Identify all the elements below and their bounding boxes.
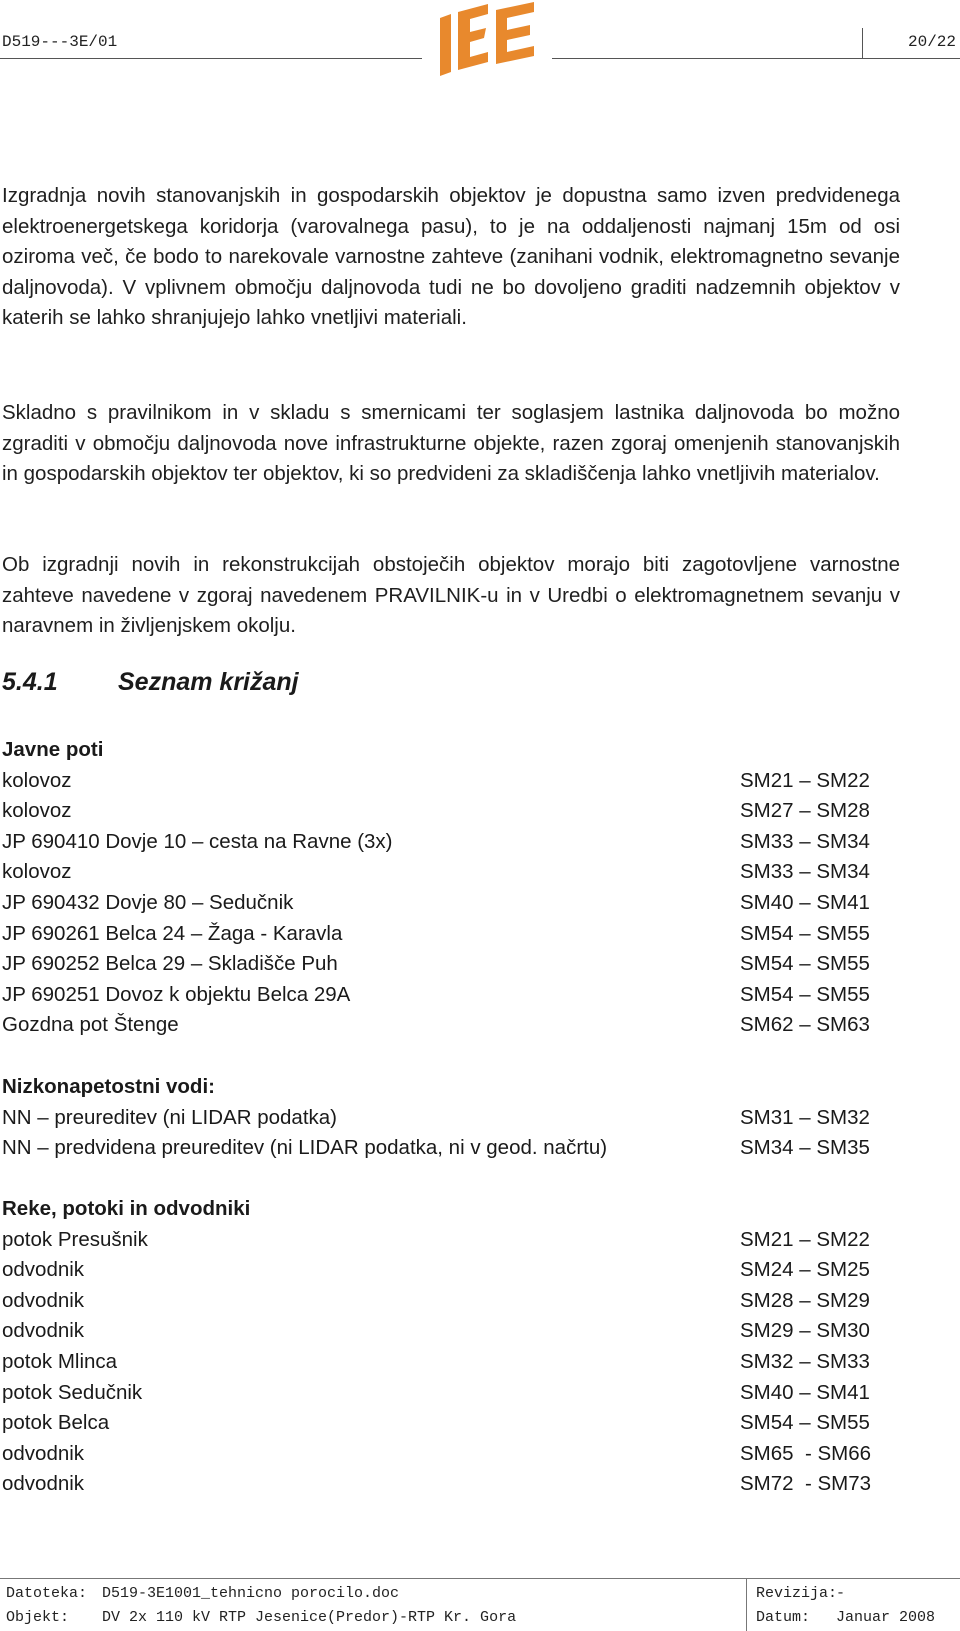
section-number: 5.4.1 — [2, 668, 58, 696]
list-item — [2, 919, 882, 950]
crossing-name: odvodnik — [2, 1319, 85, 1343]
crossing-range: SM40 – SM41 — [740, 1380, 870, 1404]
crossing-name: potok Mlinca — [2, 1349, 118, 1373]
crossing-range: SM28 – SM29 — [740, 1288, 870, 1312]
group-title: Javne poti — [2, 738, 104, 761]
footer-file-label: Datoteka: — [6, 1585, 88, 1602]
crossing-name: NN – preureditev (ni LIDAR podatka) — [2, 1105, 337, 1129]
crossing-range: SM54 – SM55 — [740, 982, 870, 1006]
crossing-name: JP 690252 Belca 29 – Skladišče Puh — [2, 952, 338, 976]
list-item — [2, 1439, 882, 1470]
group-low-voltage-lines — [2, 1072, 882, 1164]
section-heading — [2, 668, 299, 697]
crossing-name: odvodnik — [2, 1441, 85, 1465]
list-item — [2, 857, 882, 888]
crossing-range: SM33 – SM34 — [740, 829, 870, 853]
list-item — [2, 1378, 882, 1409]
crossing-range: SM65 - SM66 — [740, 1441, 872, 1465]
crossing-range: SM32 – SM33 — [740, 1349, 870, 1373]
crossing-name: kolovoz — [2, 799, 72, 823]
footer-date-label: Datum: — [756, 1609, 811, 1626]
crossing-name: odvodnik — [2, 1258, 85, 1282]
list-item — [2, 1010, 882, 1041]
list-item — [2, 1103, 882, 1134]
list-item — [2, 949, 882, 980]
list-item — [2, 888, 882, 919]
page-number: 20/22 — [907, 33, 956, 51]
header-divider — [862, 28, 863, 58]
group-rivers-streams — [2, 1194, 882, 1500]
crossing-range: SM62 – SM63 — [740, 1013, 870, 1037]
paragraph-building-restrictions: Izgradnja novih stanovanjskih in gospodarskih objektov je dopustna samo izven predvidenega elektroenergetskega koridorja (varovalnega pasu), to je na oddaljenosti najmanj 15m od osi oziroma več, če bodo to narekovale varnostne zahteve (zanihani vodnik, elektromagnetno sevanje daljnovoda). V vplivnem območju daljnovoda tudi ne bo dovoljeno graditi nadzemnih objektov v katerih se lahko shranjujejo lahko vnetljivi materiali. — [2, 184, 900, 330]
company-logo-icon — [434, 2, 538, 76]
crossing-name: JP 690432 Dovje 80 – Sedučnik — [2, 890, 294, 914]
list-item — [2, 1286, 882, 1317]
footer-rule — [0, 1578, 960, 1579]
footer-file-value: D519-3E1001_tehnicno porocilo.doc — [102, 1585, 400, 1602]
crossing-name: JP 690251 Dovoz k objektu Belca 29A — [2, 982, 351, 1006]
footer-date-value: Januar 2008 — [836, 1609, 936, 1626]
list-item — [2, 1347, 882, 1378]
crossing-range: SM34 – SM35 — [740, 1136, 870, 1160]
group-title: Reke, potoki in odvodniki — [2, 1197, 251, 1220]
crossing-name: potok Presušnik — [2, 1227, 148, 1251]
footer-revision-label: Revizija: — [756, 1585, 838, 1602]
section-title: Seznam križanj — [118, 668, 299, 696]
crossing-name: NN – predvidena preureditev (ni LIDAR podatka, ni v geod. načrtu) — [2, 1136, 608, 1160]
crossing-range: SM54 – SM55 — [740, 1411, 870, 1435]
crossing-name: kolovoz — [2, 768, 72, 792]
crossing-range: SM21 – SM22 — [740, 768, 870, 792]
crossing-name: odvodnik — [2, 1288, 85, 1312]
list-item — [2, 980, 882, 1011]
list-item — [2, 1408, 882, 1439]
list-item — [2, 766, 882, 797]
crossing-range: SM27 – SM28 — [740, 799, 870, 823]
crossing-range: SM29 – SM30 — [740, 1319, 870, 1343]
crossing-name: potok Belca — [2, 1411, 110, 1435]
list-item — [2, 796, 882, 827]
crossing-range: SM31 – SM32 — [740, 1105, 870, 1129]
list-item — [2, 827, 882, 858]
list-item — [2, 1225, 882, 1256]
crossing-range: SM33 – SM34 — [740, 860, 870, 884]
footer-object-label: Objekt: — [6, 1609, 70, 1626]
crossing-name: odvodnik — [2, 1472, 85, 1496]
footer-divider — [746, 1578, 747, 1631]
crossing-range: SM24 – SM25 — [740, 1258, 870, 1282]
crossing-name: JP 690261 Belca 24 – Žaga - Karavla — [2, 921, 343, 945]
list-item — [2, 1469, 882, 1500]
list-item — [2, 1133, 882, 1164]
list-item — [2, 1316, 882, 1347]
crossing-range: SM72 - SM73 — [740, 1472, 872, 1496]
crossing-range: SM40 – SM41 — [740, 890, 870, 914]
document-code: D519---3E/01 — [2, 33, 118, 51]
group-title: Nizkonapetostni vodi: — [2, 1075, 215, 1098]
header-rule-right — [552, 58, 960, 59]
list-item — [2, 1255, 882, 1286]
paragraph-safety-requirements: Ob izgradnji novih in rekonstrukcijah obstoječih objektov morajo biti zagotovljene varnostne zahteve navedene v zgoraj navedenem PRAVILNIK-u in v Uredbi o elektromagnetnem sevanju v naravnem in življenjskem okolju. — [2, 553, 900, 638]
crossing-range: SM54 – SM55 — [740, 921, 870, 945]
footer-revision-value: - — [836, 1585, 846, 1602]
footer-object-value: DV 2x 110 kV RTP Jesenice(Predor)-RTP Kr. Gora — [102, 1609, 517, 1626]
crossing-name: Gozdna pot Štenge — [2, 1013, 179, 1037]
crossing-name: kolovoz — [2, 860, 72, 884]
group-public-roads — [2, 735, 882, 1041]
paragraph-infrastructure: Skladno s pravilnikom in v skladu s smernicami ter soglasjem lastnika daljnovoda bo možno zgraditi v območju daljnovoda nove infrastrukturne objekte, razen zgoraj omenjenih stanovanjskih in gospodarskih objektov ter objektov, ki so predvideni za skladiščenja lahko vnetljivih materialov. — [2, 401, 900, 486]
crossing-range: SM21 – SM22 — [740, 1227, 870, 1251]
crossing-range: SM54 – SM55 — [740, 952, 870, 976]
header-rule-left — [0, 58, 422, 59]
crossing-name: potok Sedučnik — [2, 1380, 143, 1404]
crossing-name: JP 690410 Dovje 10 – cesta na Ravne (3x) — [2, 829, 393, 853]
